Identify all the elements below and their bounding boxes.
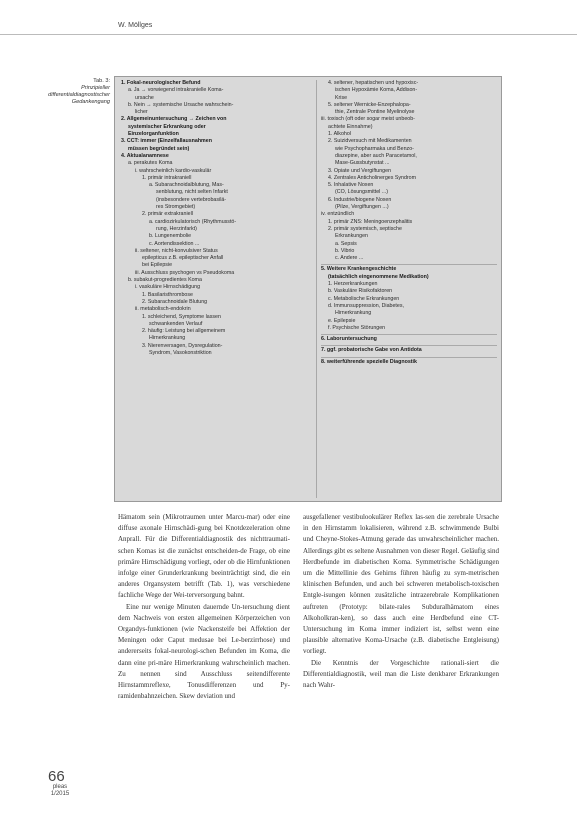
table-caption bbox=[46, 78, 110, 106]
table-line: 8. weiterführende spezielle Diagnostik bbox=[321, 357, 497, 366]
table-line: Hirnerkrankung bbox=[149, 335, 186, 342]
table-line: b. subakut-progredientes Koma bbox=[128, 277, 202, 284]
table-line: res Stromgebiet) bbox=[156, 204, 196, 211]
table-line: 5. Weitere Krankengeschichte bbox=[321, 264, 497, 273]
table-line: (tatsächlich eingenommene Medikation) bbox=[328, 273, 429, 280]
differential-diagnosis-table bbox=[114, 76, 502, 502]
table-line: müssen begründet sein) bbox=[128, 145, 190, 152]
table-line: a. perakutes Koma bbox=[128, 160, 173, 167]
table-line: 1. Alkohol bbox=[328, 131, 351, 138]
table-line: d. Immunsuppression, Diabetes, bbox=[328, 302, 404, 309]
table-line: a. Subarachnoidalblutung, Mas- bbox=[149, 182, 224, 189]
table-line: 1. primär ZNS: Meningoenzephalitis bbox=[328, 218, 413, 225]
table-right-column bbox=[321, 80, 497, 366]
table-line: licher bbox=[135, 109, 148, 116]
table-line: 3. Opiate und Vergiftungen bbox=[328, 167, 392, 174]
table-line: 6. Laboruntersuchung bbox=[321, 334, 497, 343]
journal-name: pleas bbox=[52, 784, 68, 790]
table-line: iii. toxisch (oft oder sogar meist unbeob- bbox=[321, 116, 415, 123]
table-line: 4. Zentrales Anticholinerges Syndrom bbox=[328, 174, 417, 181]
page-number: 66 bbox=[48, 768, 65, 785]
table-line: b. Lungenembolie bbox=[149, 233, 192, 240]
table-line: 1. Basilaristhrombose bbox=[142, 291, 193, 298]
table-line: systemischer Erkrankung oder bbox=[128, 123, 206, 130]
table-line: Mase-Gussbutynstat ... bbox=[335, 160, 390, 167]
body-paragraph: Hämatom sein (Mikrotraumen unter Marcu-mar) oder eine diffuse axonale Hirnschädi-gung bei Knotdezeleration ohne Anprall. Für die Differentialdiagnostik des nichttraumati-schen Komas ist die zunächst entscheiden-de Frage, ob eine primäre Hirnschädigung vorliegt, oder ob die Hirnfunktionen infolge einer Grunderkrankung beeinträchtigt sind, die ein anderes Organsystem betrifft (Tab. 1), was verschiedene fachliche Wege der Wei-terversorgung bahnt. bbox=[118, 513, 290, 600]
table-line: 6. Industrie/biogene Noxen bbox=[328, 196, 392, 203]
body-paragraph: Die Kenntnis der Vorgeschichte rationali-siert die Differentialdiagnostik, weil man die Liste denkbarer Erkrankungen nach Wahr- bbox=[303, 658, 499, 690]
table-left-column bbox=[121, 80, 311, 357]
table-line: thie, Zentrale Pontine Myelinolyse bbox=[335, 109, 415, 116]
table-line: b. Nein → systemische Ursache wahrschein- bbox=[128, 101, 234, 108]
table-line: c. Andere ... bbox=[335, 255, 364, 262]
table-line: b. Vibrio bbox=[335, 247, 355, 254]
header-rule bbox=[0, 34, 577, 35]
table-line: 1. primär intrakraniell bbox=[142, 174, 192, 181]
table-line: iv. entzündlich bbox=[321, 211, 355, 218]
table-line: Hirnerkrankung bbox=[335, 310, 372, 317]
table-line: b. Vaskuläre Risikofaktoren bbox=[328, 288, 393, 295]
table-line: a. cardiozirkulatorisch (Rhythmusstö- bbox=[149, 218, 237, 225]
caption-line: Prinzipieller bbox=[81, 85, 110, 91]
table-line: ii. metabolisch-endokrin bbox=[135, 306, 191, 313]
table-line: diazepine, aber auch Paracetamol, bbox=[335, 152, 417, 159]
table-line: e. Epilepsie bbox=[328, 317, 356, 324]
body-text-right-column bbox=[303, 512, 499, 691]
table-line: bei Epilepsie bbox=[142, 262, 173, 269]
table-line: f. Psychische Störungen bbox=[328, 324, 386, 331]
table-line: 1. schleichend, Symptome lassen bbox=[142, 313, 221, 320]
table-line: 1. Fokal-neurologischer Befund bbox=[121, 80, 201, 86]
table-line: ischen Hypoxämie Koma, Addison- bbox=[335, 87, 418, 94]
table-line: Einzelorganfunktion bbox=[128, 131, 179, 138]
table-line: a. Sepsis bbox=[335, 240, 357, 247]
journal-info bbox=[42, 784, 78, 798]
table-line: 3. CCT: immer (Einzelfallausnahmen bbox=[121, 138, 212, 145]
table-line: 7. ggf. probatorische Gabe von Antidota bbox=[321, 345, 497, 354]
table-line: (insbesondere vertebrobasilä- bbox=[156, 196, 227, 203]
table-line: iii. Ausschluss psychogen vs Pseudokoma bbox=[135, 269, 235, 276]
table-line: 4. Aktualanamnese bbox=[121, 152, 169, 159]
table-line: senblutung, nicht selten Infarkt bbox=[156, 189, 228, 196]
table-line: ii. seltener, nicht-konvulsiver Status bbox=[135, 247, 218, 254]
table-line: (Pilze, Vergiftungen ...) bbox=[335, 204, 389, 211]
table-line: Syndrom, Vasokonstriktion bbox=[149, 349, 212, 356]
caption-line: Gedankengang bbox=[71, 99, 110, 105]
body-paragraph: ausgefallener vestibulookulärer Reflex las-sen die zerebrale Ursache in den Hirnstamm lokalisieren, während z.B. schwimmende Bulbi und Cheyne-Stokes-Atmung gerade das unwahrscheinlicher machen. Allerdings gibt es seltene Ausnahmen von dieser Regel. Geläufig sind Herdbefunde im diabetischen Koma. Symmetrische Schädigungen um die Mittellinie des Gehirns führen häufig zu sym-metrischen klinischen Befunden, und auch bei schweren metabolisch-toxischen Entgle-isungen können zusätzliche intrazerebrale Komplikationen auftreten (Prototyp: bilate-rales Subduralhämatom eines Alkoholkran-ken), so dass auch eine Herdbefund eine CT-Untersuchung im Koma immer indiziert ist, selbst wenn eine plausible alternative Koma-Ursache (z.B. diabetische Entgleisung) vorliegt. bbox=[303, 513, 499, 656]
table-line: i. wahrscheinlich kardio-vaskulär bbox=[135, 167, 212, 174]
table-line: 2. Suizidversuch mit Medikamenten bbox=[328, 138, 412, 145]
table-line: a. Ja → vorwiegend intrakranielle Koma- bbox=[128, 87, 224, 94]
caption-label: Tab. 3: bbox=[93, 78, 110, 84]
running-header: W. Möllges bbox=[118, 22, 153, 29]
table-line: 5. seltener Wernicke-Enzephalopa- bbox=[328, 101, 411, 108]
table-line: achtete Einnahme) bbox=[328, 123, 373, 130]
caption-line: differentialdiagnostischer bbox=[48, 92, 110, 98]
table-line: epilepticus z.B. epileptischer Anfall bbox=[142, 255, 224, 262]
table-line: wie Psychopharmaka und Benzo- bbox=[335, 145, 414, 152]
table-line: 3. Nierenversagen, Dysregulation- bbox=[142, 342, 223, 349]
table-line: 2. primär extrakraniell bbox=[142, 211, 193, 218]
table-line: 5. Inhalative Noxen bbox=[328, 182, 374, 189]
table-line: 2. Subarachnoidale Blutung bbox=[142, 298, 208, 305]
table-line: 1. Herzerkrankungen bbox=[328, 281, 378, 288]
body-text-left-column bbox=[118, 512, 290, 702]
table-line: 4. seltener, hepatischen und hypoxisc- bbox=[328, 80, 419, 86]
table-line: schwankenden Verlauf bbox=[149, 320, 203, 327]
column-divider bbox=[316, 80, 317, 498]
table-line: (CO, Lösungsmittel ...) bbox=[335, 189, 388, 196]
table-line: 2. Allgemeinuntersuchung → Zeichen von bbox=[121, 116, 227, 123]
table-line: 2. häufig: Leistung bei allgemeinem bbox=[142, 328, 226, 335]
table-line: Krise bbox=[335, 94, 348, 101]
table-line: c. Metabolische Erkrankungen bbox=[328, 295, 400, 302]
table-line: 2. primär systemisch, septische bbox=[328, 225, 402, 232]
table-line: c. Aortendissektion ... bbox=[149, 240, 200, 247]
table-line: i. vaskuläre Hirnschädigung bbox=[135, 284, 201, 291]
body-paragraph: Eine nur wenige Minuten dauernde Un-tersuchung dient dem Nachweis von ersten allgemeinen Körperzeichen von Organdys-funktionen (wie Nackensteife bei Affektion der Meningen oder Caput medusae bei Le-berzirrhose) und andererseits fokal-neurologi-schen Befunden im Koma, die dann eine pri-märe Hirnerkrankung wahrscheinlich machen. Zu nennen sind Ausschluss seitendifferente Hirnstammreflexe, Tonusdifferenzen und Py-ramidenbahnzeichen. Skew deviation und bbox=[118, 602, 290, 701]
table-line: rung, Herzinfarkt) bbox=[156, 225, 197, 232]
table-line: ursache bbox=[135, 94, 154, 101]
journal-issue: 1/2015 bbox=[50, 791, 70, 797]
table-line: Erkrankungen bbox=[335, 233, 368, 240]
